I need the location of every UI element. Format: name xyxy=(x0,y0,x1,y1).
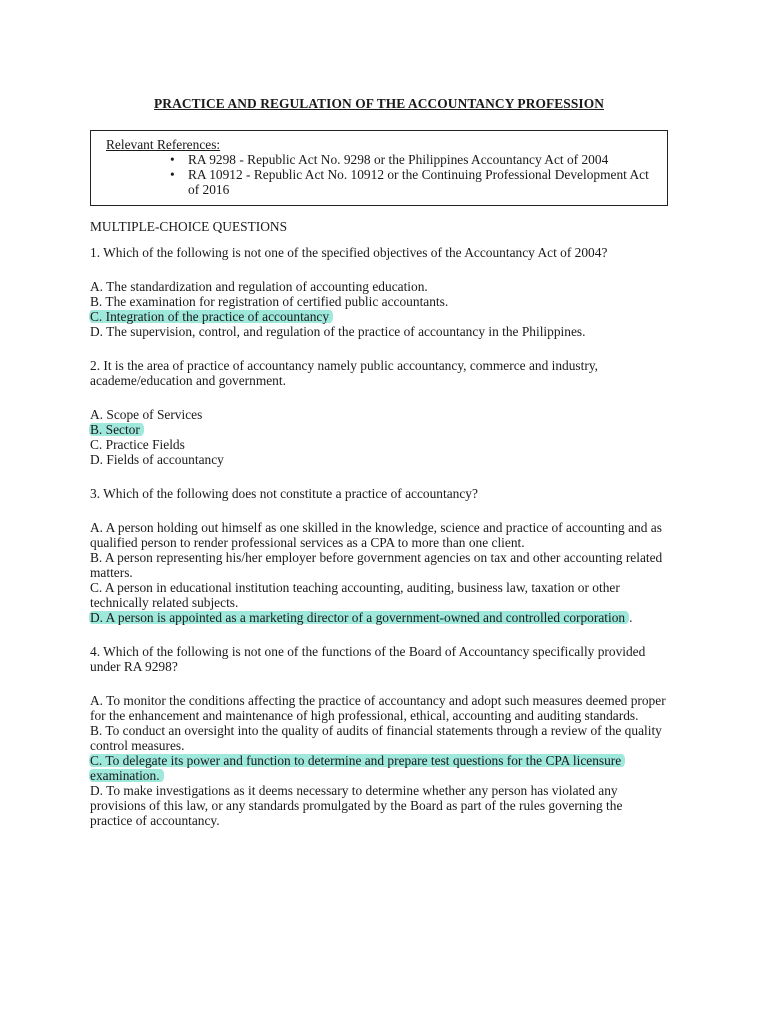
question-text: 4. Which of the following is not one of the functions of the Board of Accountancy specifically provided under RA 9298? xyxy=(90,644,646,674)
question-text: 3. Which of the following does not constitute a practice of accountancy? xyxy=(90,486,478,501)
question-4 xyxy=(90,644,668,828)
choice-c xyxy=(90,580,668,610)
references-heading: Relevant References: xyxy=(106,137,221,152)
references-list xyxy=(106,152,655,197)
choice-c xyxy=(90,437,668,452)
highlighted-answer: C. To delegate its power and function to determine and prepare test questions for the CPA licensure examination. xyxy=(89,753,625,783)
choice-b-highlighted xyxy=(90,422,668,437)
choice-text: B. The examination for registration of certified public accountants. xyxy=(90,294,449,309)
question-text: 1. Which of the following is not one of the specified objectives of the Accountancy Act of 2004? xyxy=(90,245,608,260)
choice-text: C. A person in educational institution teaching accounting, auditing, business law, taxation or other technically related subjects. xyxy=(90,580,620,610)
choice-c-highlighted xyxy=(90,309,668,324)
choice-text: B. To conduct an oversight into the quality of audits of financial statements through a review of the quality control measures. xyxy=(90,723,662,753)
choice-b xyxy=(90,723,668,753)
highlighted-answer: B. Sector xyxy=(89,422,144,437)
choice-text: A. The standardization and regulation of accounting education. xyxy=(90,279,428,294)
document-title: PRACTICE AND REGULATION OF THE ACCOUNTANCY PROFESSION xyxy=(154,96,604,111)
question-1 xyxy=(90,245,668,339)
document-page xyxy=(90,96,668,847)
reference-item: • RA 10912 - Republic Act No. 10912 or the Continuing Professional Development Act of 2016 xyxy=(172,167,655,197)
references-box xyxy=(90,130,668,206)
choice-a xyxy=(90,693,668,723)
choice-d xyxy=(90,452,668,467)
choice-d xyxy=(90,783,668,828)
question-text: 2. It is the area of practice of accountancy namely public accountancy, commerce and industry, academe/education and government. xyxy=(90,358,598,388)
choice-text: D. The supervision, control, and regulation of the practice of accountancy in the Philippines. xyxy=(90,324,586,339)
choice-text: A. To monitor the conditions affecting the practice of accountancy and adopt such measures deemed proper for the enhancement and maintenance of high professional, ethical, accounting and auditing standards. xyxy=(90,693,666,723)
choice-b xyxy=(90,550,668,580)
choice-a xyxy=(90,520,668,550)
choice-b xyxy=(90,294,668,309)
choice-text: D. Fields of accountancy xyxy=(90,452,224,467)
question-3 xyxy=(90,486,668,625)
choice-text: A. A person holding out himself as one skilled in the knowledge, science and practice of accounting and as qualified person to render professional services as a CPA to more than one client. xyxy=(90,520,662,550)
choice-a xyxy=(90,279,668,294)
choice-d-highlighted xyxy=(90,610,668,625)
section-heading: MULTIPLE-CHOICE QUESTIONS xyxy=(90,219,288,234)
choice-text: D. To make investigations as it deems necessary to determine whether any person has violated any provisions of this law, or any standards promulgated by the Board as part of the rules governing the practice of accountancy. xyxy=(90,783,623,828)
choice-c-highlighted xyxy=(90,753,668,783)
highlighted-answer: C. Integration of the practice of accountancy xyxy=(89,309,333,324)
question-2 xyxy=(90,358,668,467)
choice-text: C. Practice Fields xyxy=(90,437,185,452)
choice-text: B. A person representing his/her employer before government agencies on tax and other accounting related matters. xyxy=(90,550,663,580)
reference-item: • RA 9298 - Republic Act No. 9298 or the Philippines Accountancy Act of 2004 xyxy=(172,152,655,167)
choice-suffix: . xyxy=(629,610,633,625)
choice-a xyxy=(90,407,668,422)
highlighted-answer: D. A person is appointed as a marketing director of a government-owned and controlled corporation xyxy=(89,610,629,625)
choice-d xyxy=(90,324,668,339)
choice-text: A. Scope of Services xyxy=(90,407,203,422)
